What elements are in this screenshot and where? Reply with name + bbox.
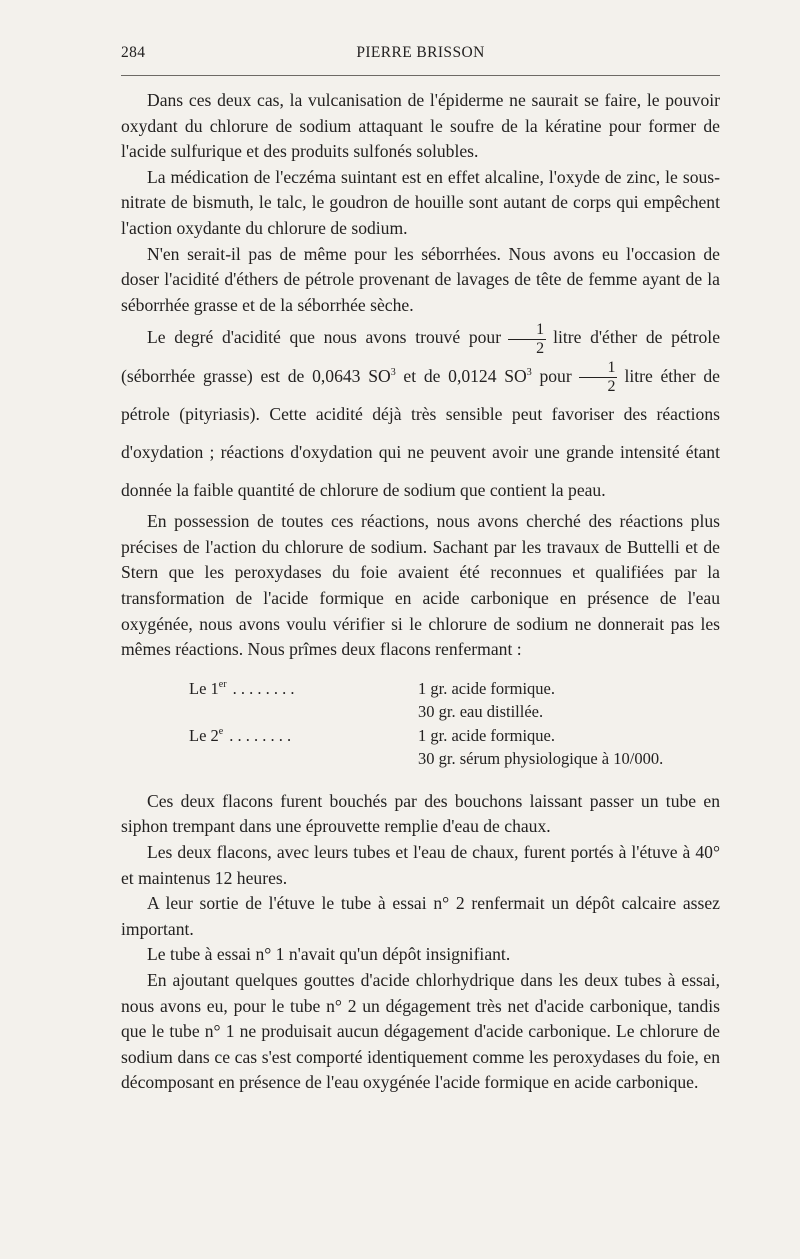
body-text [121,88,720,1096]
paragraph-acide-chlorhydrique: En ajoutant quelques gouttes d'acide chlorhydrique dans les deux tubes à essai, nous avons eu, pour le tube n° 2 un dégagement très net d'acide carbonique, tandis que le tube n° 1 ne produisait aucun dégagement d'acide carbonique. Le chlorure de sodium dans ce cas s'est comporté identiquement comme les peroxydases du foie, en décomposant en présence de l'eau oxygénée l'acide formique en acide carbonique. [121,969,720,1093]
flask-row [121,724,720,771]
paragraph-eczema: La médication de l'eczéma suintant est en effet alcaline, l'oxyde de zinc, le sous-nitrate de bismuth, le talc, le goudron de houille sont autant de corps qui empêchent l'action oxydante du chlorure de sodium. [121,166,720,238]
flask-leaders: . . . . . . . . [229,725,292,745]
fraction-denominator: 2 [536,339,545,357]
flask-content-line: 30 gr. sérum physiologique à 10/000. [418,749,664,769]
flask-label-sup: e [218,725,224,737]
flask-content-line: 30 gr. eau distillée. [418,702,544,722]
flask-row [121,677,720,724]
page-number: 284 [121,44,146,61]
so3-superscript: 3 [390,366,396,378]
header-rule [121,75,720,76]
fraction-numerator: 1 [579,360,617,378]
fraction-one-half [579,360,617,395]
acidite-text-a: Le degré d'acidité que nous avons trouvé pour [147,327,502,348]
fraction-numerator: 1 [508,322,546,340]
flask-content-line: 1 gr. acide formique. [418,725,555,745]
paragraph-acidite [121,318,720,509]
flask-content-line: 1 gr. acide formique. [418,678,555,698]
fraction-denominator: 2 [607,378,616,396]
paragraph-vulcanisation: Dans ces deux cas, la vulcanisation de l'épiderme ne saurait se faire, le pouvoir oxydant du chlorure de sodium attaquant le soufre de la kératine pour former de l'acide sulfurique et des produits sulfonés solubles. [121,90,720,162]
flask-label [189,677,419,701]
flask-label [189,724,419,748]
flask-leaders: . . . . . . . . [232,678,295,698]
fraction-one-half [508,322,546,357]
so3-superscript: 3 [526,366,532,378]
flask-label-text: Le 1 [189,678,219,698]
acidite-text-d: pour [531,365,572,386]
paragraph-flacons-bouches: Ces deux flacons furent bouchés par des bouchons laissant passer un tube en siphon trempant dans une éprouvette remplie d'eau de chaux. [121,790,720,837]
running-title: PIERRE BRISSON [356,44,485,61]
paragraph-peroxydases: En possession de toutes ces réactions, nous avons cherché des réactions plus précises de l'action du chlorure de sodium. Sachant par les travaux de Buttelli et de Stern que les peroxydases du foie avaient été reconnues et qualifiées par la transformation de l'acide formique en acide carbonique en présence de l'eau oxygénée, nous avons voulu vérifier si le chlorure de sodium ne donnerait pas les mêmes réactions. Nous prîmes deux flacons renfermant : [121,511,720,660]
flask-label-sup: er [218,678,227,690]
acidite-text-e: litre éther de pétrole (pityriasis). Cette acidité déjà très sensible peut favoriser des réactions d'oxydation ; réactions d'oxydation qui ne peuvent avoir une grande intensité étant donnée la faible quantité de chlorure de sodium que contient la peau. [121,365,720,501]
running-head [121,44,720,70]
flask-label-text: Le 2 [189,725,219,745]
acidite-text-c: et de 0,0124 SO [395,365,527,386]
paragraph-seborrhees: N'en serait-il pas de même pour les séborrhées. Nous avons eu l'occasion de doser l'acidité d'éthers de pétrole provenant de lavages de tête de femme ayant de la séborrhée grasse et de la séborrhée sèche. [121,243,720,315]
flask-list [121,677,720,771]
paragraph-sortie-etuve: A leur sortie de l'étuve le tube à essai n° 2 renfermait un dépôt calcaire assez important. [121,893,720,939]
acidite-text-b: litre d'éther de pétrole (séborrhée grasse) est de 0,0643 SO [121,327,721,386]
paragraph-tube-1: Le tube à essai n° 1 n'avait qu'un dépôt insignifiant. [147,944,511,965]
paragraph-etuve: Les deux flacons, avec leurs tubes et l'eau de chaux, furent portés à l'étuve à 40° et maintenus 12 heures. [121,842,720,888]
